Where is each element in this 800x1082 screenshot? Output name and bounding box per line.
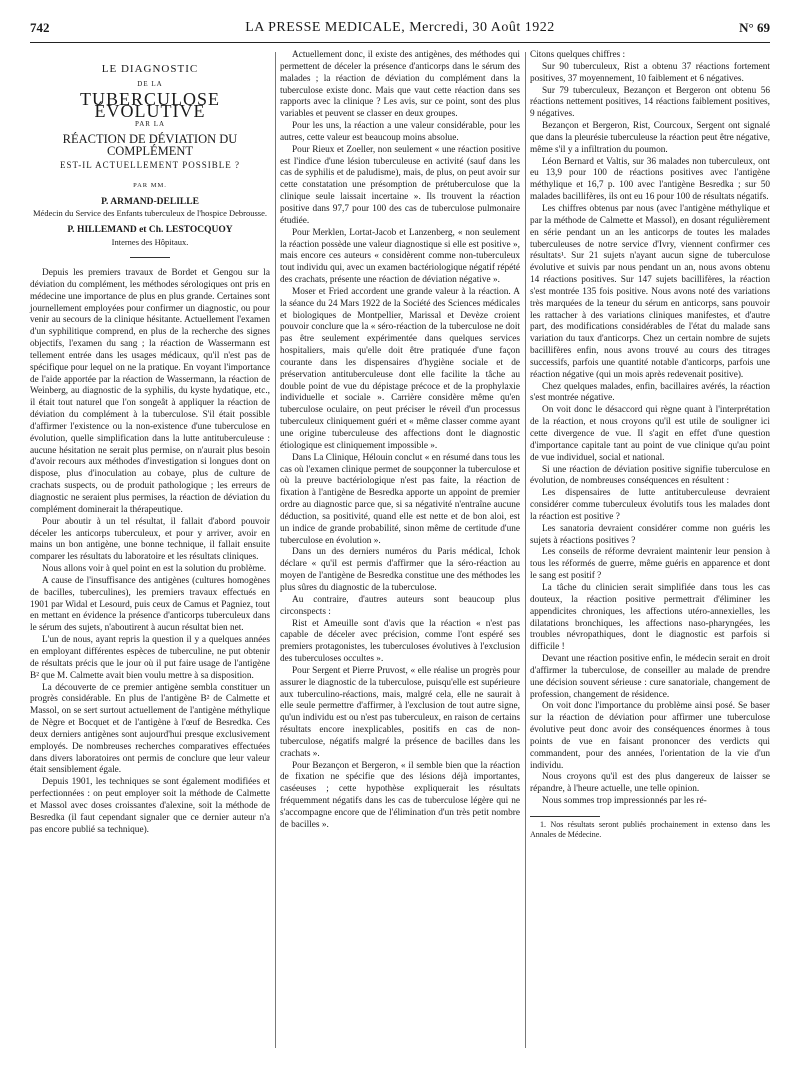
paragraph: Sur 79 tuberculeux, Bezançon et Bergeron ont obtenu 56 réactions nettement positives, 14 réactions faiblement positives, 9 négatives. xyxy=(530,85,770,120)
column-3-body xyxy=(530,50,770,808)
title-de-la: DE LA xyxy=(137,79,163,88)
header-rule xyxy=(30,42,770,43)
paragraph: Actuellement donc, il existe des antigènes, des méthodes qui permettent de déceler la présence d'anticorps dans le sérum des malades ; la réaction de déviation du complément dans la tuberculose existe donc. Mais que vaut cette réaction dans ses rapports avec la clinique ? Les avis, sur ce point, sont des plus variables et peuvent se classer en deux groupes. xyxy=(280,50,520,120)
paragraph: Chez quelques malades, enfin, bacillaires avérés, la réaction s'est montrée négative. xyxy=(530,381,770,404)
paragraph: Dans un des derniers numéros du Paris médical, Ichok déclare « qu'il est permis d'affirmer que la séro-réaction au moyen de l'antigène de Besredka constitue une des méthodes les plus sûres du diagnostic de la tuberculose. xyxy=(280,547,520,593)
column-3 xyxy=(530,50,770,840)
paragraph: Pour Sergent et Pierre Pruvost, « elle réalise un progrès pour assurer le diagnostic de la tuberculose, puisqu'elle est supérieure aux tuberculino-réactions, mais, malgré cela, elle ne saurait à elle seule permettre d'affirmer, à l'exclusion de tout autre signe, qu'un individu est ou n'est pas tuberculeux, en raison de certains résultats encore inexplicables, positifs en cas de non-tuberculose, négatifs malgré la présence de bacilles dans les crachats ». xyxy=(280,665,520,759)
page-header xyxy=(30,20,770,42)
affiliation-2: Internes des Hôpitaux. xyxy=(111,237,189,248)
paragraph: Sur 90 tuberculeux, Rist a obtenu 37 réactions fortement positives, 37 moyennement, 10 faiblement et 6 négatives. xyxy=(530,61,770,84)
title-kicker: LE DIAGNOSTIC xyxy=(101,63,199,75)
title-par-la: PAR LA xyxy=(134,120,166,129)
article-question: EST-IL ACTUELLEMENT POSSIBLE ? xyxy=(60,159,240,170)
paragraph: Si une réaction de déviation positive signifie tuberculose en évolution, de nombreuses conséquences en résultent : xyxy=(530,464,770,487)
paragraph: La découverte de ce premier antigène sembla constituer un progrès considérable. En plus de l'antigène B² de Calmette et Massol, on se sert surtout actuellement de l'antigène méthylique de Nègre et Bocquet et de l'antigène à l'œuf de Besredka. Ces deux derniers antigènes sont aujourd'hui presque exclusivement employés. De nombreuses recherches comparatives effectuées dans divers laboratoires ont permis de conclure que leur valeur était sensiblement égale. xyxy=(30,682,270,776)
paragraph: Léon Bernard et Valtis, sur 36 malades non tuberculeux, ont eu 13,9 pour 100 de réactions positives avec l'antigène méthylique et 16,7 p. 100 avec l'antigène Besredka ; sur 50 malades bacillifères, ils ont eu 16 pour 100 de résultats négatifs. xyxy=(530,156,770,203)
paragraph: Pour Rieux et Zoeller, non seulement « une réaction positive est l'indice d'une lésion tuberculeuse en activité (sauf dans les cas de syphilis et de paludisme), mais, de plus, on peut avoir sur cette constatation une présomption de prétuberculose que la clinique seule laissait incertaine ». Ils trouvent la réaction positive dans 97,7 pour 100 des cas de tuberculose pulmonaire étudiée. xyxy=(280,144,520,226)
paragraph: Nous croyons qu'il est des plus dangereux de laisser se répandre, à l'heure actuelle, une telle opinion. xyxy=(530,772,770,795)
article-title-block xyxy=(30,64,270,258)
column-1-body xyxy=(30,268,270,837)
affiliation-1: Médecin du Service des Enfants tuberculeux de l'hospice Debrousse. xyxy=(32,208,268,219)
page-number: 742 xyxy=(30,20,50,35)
paragraph: Bezançon et Bergeron, Rist, Courcoux, Sergent ont signalé que dans la pleurésie tuberculeuse la réaction peut être négative, même s'il y a infiltration du poumon. xyxy=(530,121,770,155)
article-title: TUBERCULOSE ÉVOLUTIVE xyxy=(79,88,220,121)
author-2: P. HILLEMAND et Ch. LESTOCQUOY xyxy=(67,225,233,236)
column-1 xyxy=(30,50,270,836)
par-mm: PAR MM. xyxy=(133,181,167,189)
paragraph: Depuis 1901, les techniques se sont également modifiées et perfectionnées : on peut employer soit la méthode de Calmette et Massol avec doses croissantes d'alexine, soit la méthode de Besredka (il faut cependant signaler que ce dernier auteur n'a pas encore publié sa technique). xyxy=(30,777,270,835)
paragraph: Les dispensaires de lutte antituberculeuse devraient considérer comme tuberculeux évolutifs tous les malades dont la réaction est positive ? xyxy=(530,488,770,522)
paragraph: A cause de l'insuffisance des antigènes (cultures homogènes de bacilles, tuberculines), les premiers travaux effectués en 1901 par Widal et Lesourd, puis ceux de Camus et Pagniez, tout en mettant en évidence la présence d'anticorps tuberculeux dans le sérum des sujets, n'aboutirent à aucun résultat bien net. xyxy=(30,575,270,634)
paragraph: Devant une réaction positive enfin, le médecin serait en droit d'affirmer la tuberculose, de conseiller au malade de prendre une décision souvent sérieuse : cure sanatoriale, changement de profession, changement de résidence. xyxy=(530,654,770,700)
author-1: P. ARMAND-DELILLE xyxy=(101,196,199,207)
paragraph: Dans La Clinique, Hélouin conclut « en résumé dans tous les cas où l'examen clinique permet de soupçonner la tuberculose et où la preuve bactériologique n'est pas faite, la réaction de fixation à l'antigène de Besredka apporte un appoint de premier ordre au diagnostic parce que, si sa négativité n'entraîne aucune déduction, sa positivité, quand elle est nette et de bon aloi, est un indice de grande probabilité, sinon même de certitude d'une tuberculose en évolution ». xyxy=(280,452,520,546)
column-divider xyxy=(525,52,526,1048)
paragraph: Pour Merklen, Lortat-Jacob et Lanzenberg, « non seulement la réaction possède une valeur diagnostique si elle est positive », mais encore ces auteurs « considèrent comme non-tuberculeux tout individu qui, avec un examen bactériologique négatif répété des crachats, présente une réaction de déviation négative ». xyxy=(280,227,520,286)
paragraph: Pour aboutir à un tel résultat, il fallait d'abord pouvoir déceler les anticorps tuberculeux, et pour y arriver, avoir en mains un bon antigène, une bonne technique, il fallait ensuite comparer les résultats du laboratoire et les résultats cliniques. xyxy=(30,516,270,563)
footnote: 1. Nos résultats seront publiés prochainement in extenso dans les Annales de Médecine. xyxy=(530,820,770,839)
paragraph: Au contraire, d'autres auteurs sont beaucoup plus circonspects : xyxy=(280,594,520,617)
paragraph: L'un de nous, ayant repris la question il y a quelques années en employant différentes espèces de tuberculine, ne put obtenir de résultats précis que le jour où il put faire usage de l'antigène B² que M. Calmette avait bien voulu mettre à sa disposition. xyxy=(30,635,270,681)
column-2 xyxy=(280,50,520,832)
paragraph: La tâche du clinicien serait simplifiée dans tous les cas douteux, la réaction positive permettrait d'éliminer les appendicites chroniques, les affections utéro-annexielles, les dilatations bronchiques, les affections naso-pharyngées, les troubles névropathiques, dont le diagnostic est parfois si difficile ! xyxy=(530,582,770,653)
paragraph: Les conseils de réforme devraient maintenir leur pension à tous les réformés de guerre, même guéris en apparence et dont le sang est positif ? xyxy=(530,547,770,582)
paragraph: Rist et Ameuille sont d'avis que la réaction « n'est pas capable de déceler avec précision, comme l'ont espéré ses premiers protagonistes, les tuberculoses évolutives à l'exclusion des tuberculoses occultes ». xyxy=(280,618,520,665)
journal-title: LA PRESSE MEDICALE, Mercredi, 30 Août 1922 xyxy=(245,20,555,35)
paragraph: Depuis les premiers travaux de Bordet et Gengou sur la déviation du complément, les méthodes sérologiques ont pris en médecine une importance de plus en plus grande. Certaines sont journellement employées pour confirmer un diagnostic, ou pour venir au secours de la clinique hésitante. Actuellement l'examen d'un syphilitique comprend, en plus de la recherche des signes objectifs, l'examen du sang ; la réaction de Wassermann est tellement entrée dans les usages médicaux, qu'il n'est pas de spécifique pour lequel on ne la pratique. En voyant l'importance de l'aide apportée par la réaction de Wassermann, la réaction de Weinberg, au diagnostic de la syphilis, du kyste hydatique, etc., il était tout naturel que l'on songeât à appliquer la réaction de déviation du complément à la tuberculose. S'il était possible d'affirmer l'existence ou la non-existence d'une tuberculose en évolution, quelle simplification dans la lutte antituberculeuse : aucune hésitation ne serait plus permise, on n'aurait plus besoin d'avoir recours aux méthodes d'investigation si longues dont on dispose, plus d'inoculation au cobaye, plus de culture de crachats suspects, ou de produit pathologique ; les erreurs de diagnostic ne seraient plus permises, la réaction de déviation du complément dominerait la thérapeutique. xyxy=(30,267,270,515)
article-subtitle: RÉACTION DE DÉVIATION DU COMPLÉMENT xyxy=(62,132,238,159)
paragraph: Nous sommes trop impressionnés par les ré- xyxy=(542,796,707,807)
footnote-rule xyxy=(530,816,600,817)
paragraph: Nous allons voir à quel point en est la solution du problème. xyxy=(42,564,267,575)
column-2-body xyxy=(280,50,520,832)
paragraph: On voit donc l'importance du problème ainsi posé. Se baser sur la réaction de déviation pour affirmer une tuberculose évolutive peut donc avoir des conséquences énormes à tous points de vue en faisant prononcer des verdicts qui commandent, pour des années, l'orientation de la vie d'un individu. xyxy=(530,701,770,771)
paragraph: On voit donc le désaccord qui règne quant à l'interprétation de la réaction, et nous croyons qu'il est utile de souligner ici cette divergence de vue. Il s'agit en effet d'une question d'importance capitale tant au point de vue clinique qu'au point de vue individuel, social et national. xyxy=(530,405,770,463)
issue-number: N° 69 xyxy=(739,20,770,35)
paragraph: Pour Bezançon et Bergeron, « il semble bien que la réaction de fixation ne spécifie que des lésions déjà importantes, caséeuses ; cette hypothèse expliquerait les résultats fréquemment négatifs dans les cas de tuberculose légère qui ne s'accompagne encore que de l'élimination d'un très petit nombre de bacilles ». xyxy=(280,760,520,830)
paragraph: Citons quelques chiffres : xyxy=(530,50,626,60)
paragraph: Les chiffres obtenus par nous (avec l'antigène méthylique et par la méthode de Calmette et Massol), en dosant régulièrement en série pendant un an les anticorps de toutes les malades tuberculeuses de notre service d'Ivry, viennent confirmer ces résultats¹. Sur 21 sujets n'ayant aucun signe de tuberculose évolutive et suivis par nous pendant un an, nous avons obtenu 14 réactions positives. Sur 147 sujets bacillifères, la réaction s'est montrée 135 fois positive. Nous avons noté des variations très marquées de la teneur du sérum en anticorps, sans pouvoir les rattacher à des variations cliniques manifestes, et d'autre part, des modifications considérables de l'état du malade sans variation du taux d'anticorps. Chez un certain nombre de sujets bacillifères enfin, nous avons trouvé au cours des titrages successifs, parfois une quantité notable d'anticorps, parfois une réaction négative (qui un mois après redevenait positive). xyxy=(530,203,770,380)
paragraph: Moser et Fried accordent une grande valeur à la réaction. A la séance du 24 Mars 1922 de la Société des Sciences médicales et biologiques de Montpellier, Marissal et Devèze croient pouvoir conclure que la « séro-réaction de la tuberculose ne doit pas être seulement expérimentée dans quelques services hospitaliers, mais qu'elle doit être pratiquée d'une façon courante dans les dispensaires d'hygiène sociale et de préservation antituberculeuse dont elle facilite la tâche au double point de vue du dépistage précoce et de la prophylaxie individuelle et sociale ». Carrière considère même qu'en tuberculose oculaire, on peut préciser le réveil d'un processus tuberculeux cliniquement guéri et « même classer comme ayant une origine tuberculeuse des affections dont le diagnostic étiologique est cliniquement impossible ». xyxy=(280,286,520,451)
column-divider xyxy=(275,52,276,1048)
title-separator xyxy=(130,257,170,258)
paragraph: Les sanatoria devraient considérer comme non guéris les sujets à réactions positives ? xyxy=(530,523,770,546)
paragraph: Pour les uns, la réaction a une valeur considérable, pour les autres, cette valeur est beaucoup moins absolue. xyxy=(280,121,520,143)
